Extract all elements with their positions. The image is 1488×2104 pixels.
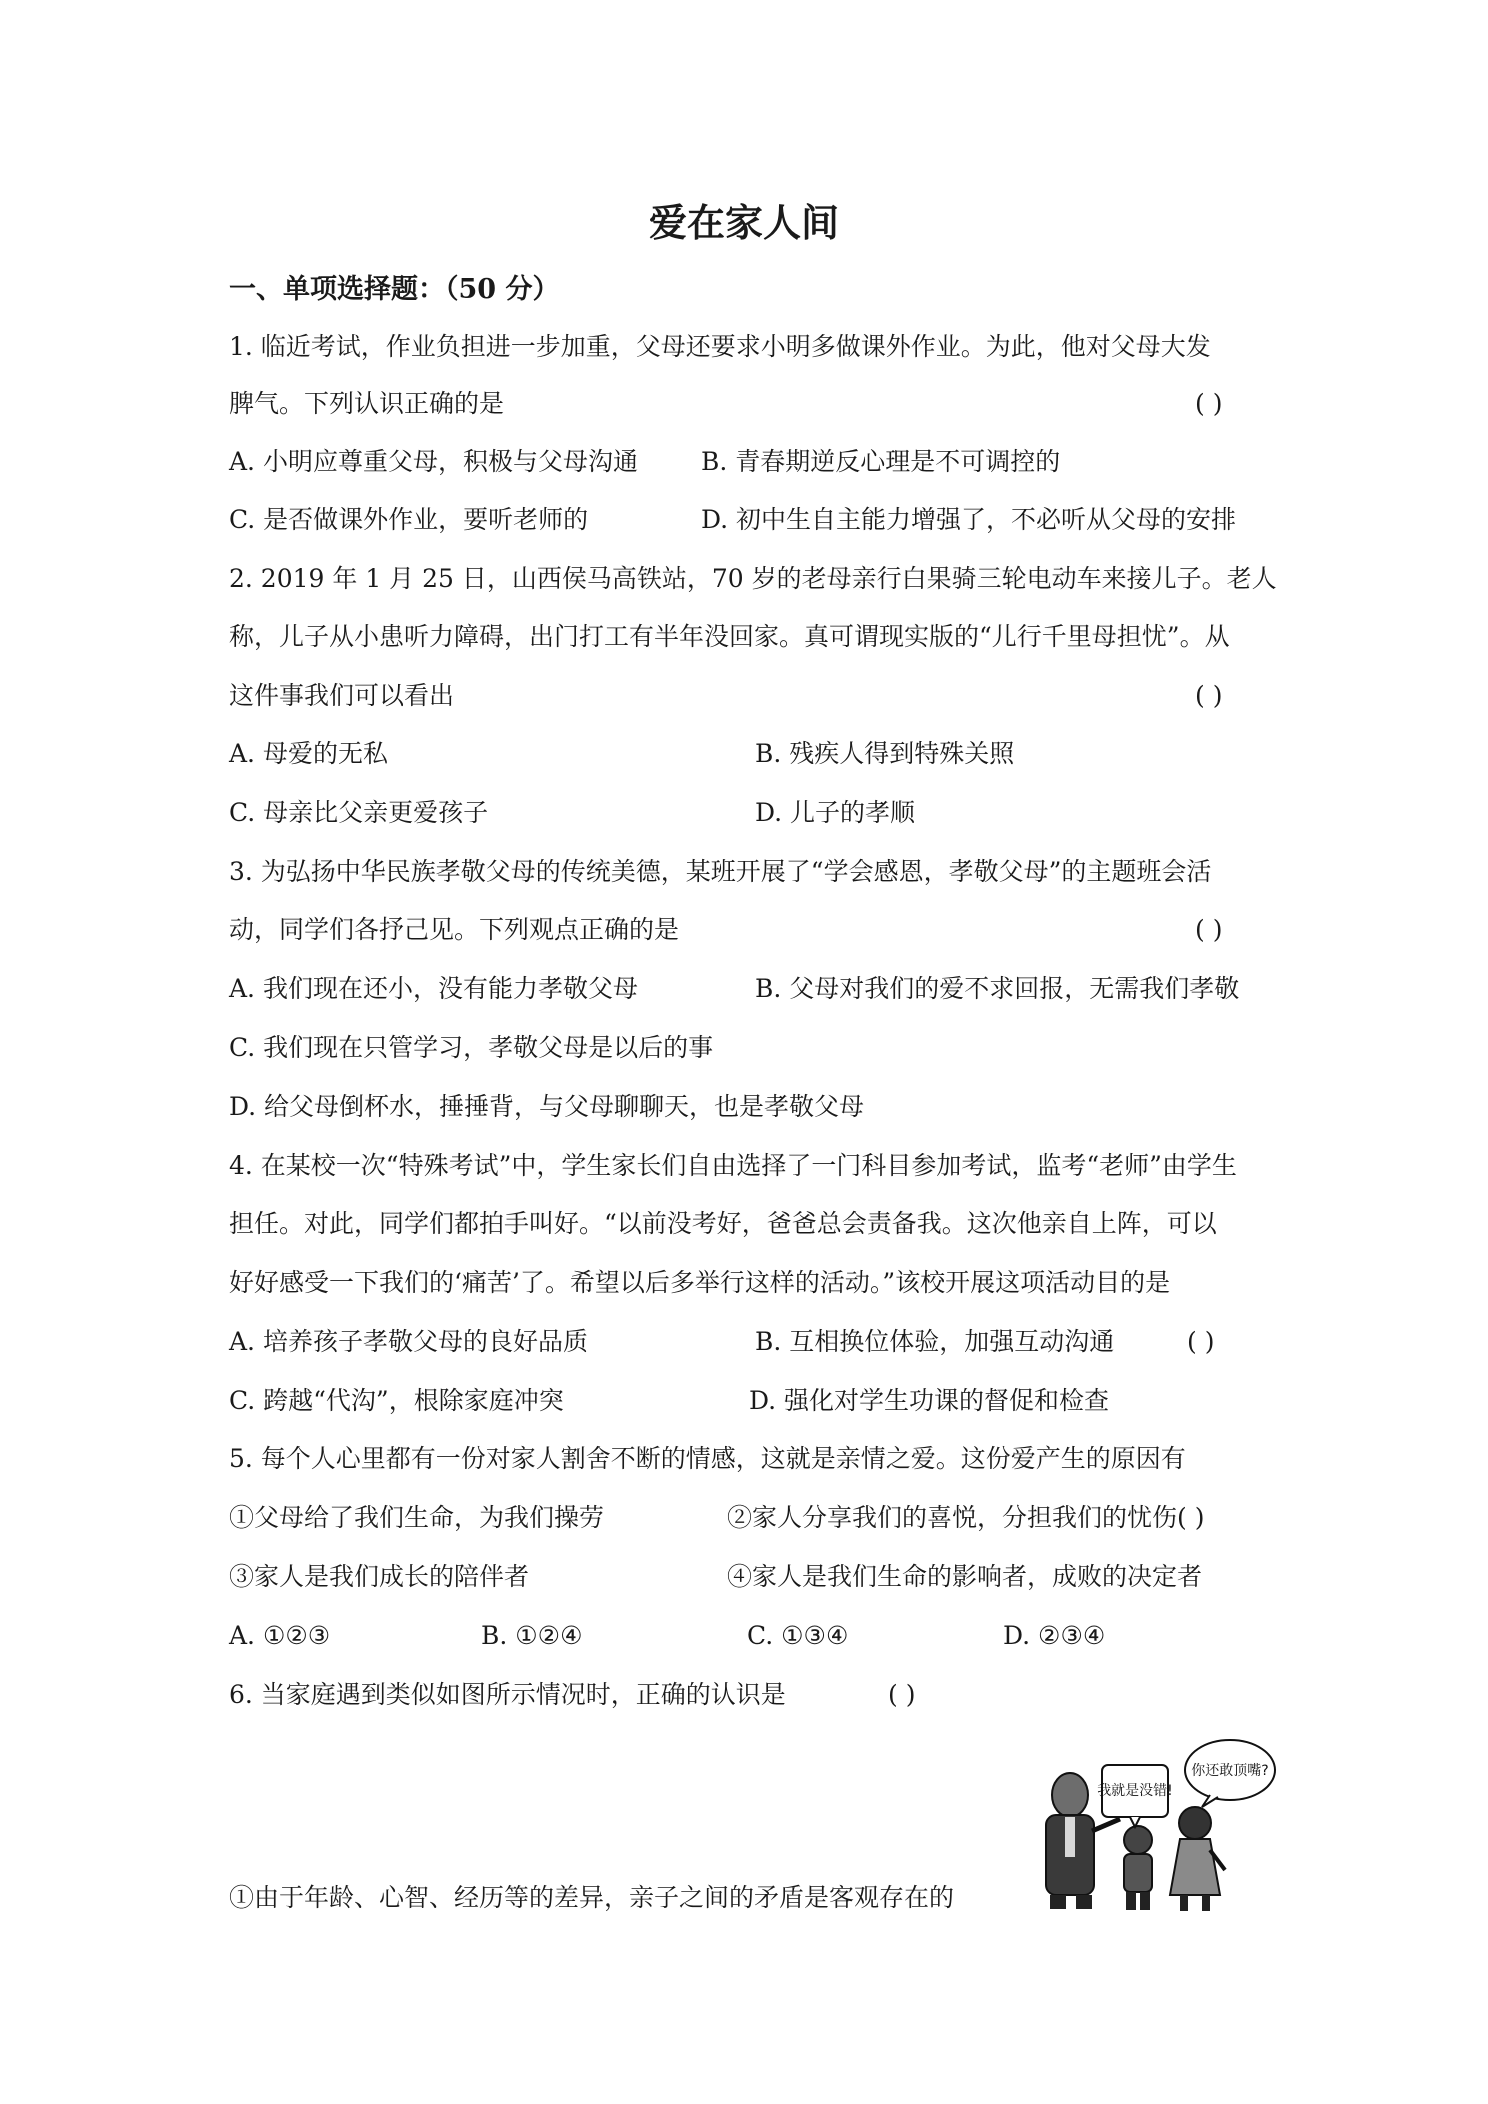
q1-option-c: C. 是否做课外作业，要听老师的	[229, 505, 589, 534]
q4-answer-bracket: ( )	[1187, 1327, 1215, 1356]
q4-stem-line3: 好好感受一下我们的‘痛苦’了。希望以后多举行这样的活动。”该校开展这项活动目的是	[229, 1268, 1171, 1297]
q3-option-b: B. 父母对我们的爱不求回报，无需我们孝敬	[755, 974, 1240, 1003]
q3-option-d: D. 给父母倒杯水，捶捶背，与父母聊聊天，也是孝敬父母	[229, 1092, 865, 1121]
q5-statement-4: ④家人是我们生命的影响者，成败的决定者	[727, 1562, 1203, 1591]
q4-option-d: D. 强化对学生功课的督促和检查	[749, 1386, 1110, 1415]
q4-option-b: B. 互相换位体验，加强互动沟通	[755, 1327, 1115, 1356]
q1-stem-line1: 1. 临近考试，作业负担进一步加重，父母还要求小明多做课外作业。为此，他对父母大发	[229, 332, 1211, 361]
q3-stem-line2: 动，同学们各抒己见。下列观点正确的是	[229, 915, 680, 944]
q6-stem-line1: 6. 当家庭遇到类似如图所示情况时，正确的认识是	[229, 1680, 786, 1709]
q3-answer-bracket: ( )	[1195, 915, 1223, 944]
child-speech-text: 我就是没错!	[1097, 1783, 1173, 1799]
page-title: 爱在家人间	[648, 200, 839, 245]
q2-stem-line3: 这件事我们可以看出	[229, 681, 455, 710]
q2-option-c: C. 母亲比父亲更爱孩子	[229, 798, 489, 827]
q3-option-a: A. 我们现在还小，没有能力孝敬父母	[229, 974, 638, 1003]
q1-option-b: B. 青春期逆反心理是不可调控的	[701, 447, 1061, 476]
q2-option-d: D. 儿子的孝顺	[755, 798, 916, 827]
q5-option-b: B. ①②④	[481, 1621, 583, 1650]
q4-option-a: A. 培养孩子孝敬父母的良好品质	[229, 1327, 588, 1356]
q1-option-d: D. 初中生自主能力增强了，不必听从父母的安排	[701, 505, 1237, 534]
family-argument-cartoon	[1020, 1735, 1280, 1915]
q2-stem-line2: 称，儿子从小患听力障碍，出门打工有半年没回家。真可谓现实版的“儿行千里母担忧”。从	[229, 622, 1230, 651]
q4-stem-line2: 担任。对此，同学们都拍手叫好。“以前没考好，爸爸总会责备我。这次他亲自上阵，可以	[229, 1209, 1217, 1238]
q2-option-a: A. 母爱的无私	[229, 739, 388, 768]
q1-stem-line2: 脾气。下列认识正确的是	[229, 389, 505, 418]
q1-option-a: A. 小明应尊重父母，积极与父母沟通	[229, 447, 638, 476]
q6-statement-1: ①由于年龄、心智、经历等的差异，亲子之间的矛盾是客观存在的	[229, 1883, 955, 1912]
q1-answer-bracket: ( )	[1195, 389, 1223, 418]
q4-stem-line1: 4. 在某校一次“特殊考试”中，学生家长们自由选择了一门科目参加考试，监考“老师”由学生	[229, 1151, 1237, 1180]
q5-option-c: C. ①③④	[747, 1621, 849, 1650]
q4-option-c: C. 跨越“代沟”，根除家庭冲突	[229, 1386, 564, 1415]
q5-statement-2: ②家人分享我们的喜悦，分担我们的忧伤( )	[727, 1503, 1205, 1532]
q5-option-d: D. ②③④	[1003, 1621, 1106, 1650]
q5-statement-3: ③家人是我们成长的陪伴者	[229, 1562, 530, 1591]
q2-option-b: B. 残疾人得到特殊关照	[755, 739, 1015, 768]
q3-option-c: C. 我们现在只管学习，孝敬父母是以后的事	[229, 1033, 714, 1062]
q2-stem-line1: 2. 2019 年 1 月 25 日，山西侯马高铁站，70 岁的老母亲行白果骑三轮电动车来接儿子。老人	[229, 564, 1277, 593]
q6-answer-bracket: ( )	[888, 1680, 916, 1709]
q2-answer-bracket: ( )	[1195, 681, 1223, 710]
q5-stem-line1: 5. 每个人心里都有一份对家人割舍不断的情感，这就是亲情之爱。这份爱产生的原因有	[229, 1444, 1186, 1473]
section-heading: 一、单项选择题：（50 分）	[229, 274, 560, 305]
q5-option-a: A. ①②③	[229, 1621, 331, 1650]
q5-statement-1: ①父母给了我们生命，为我们操劳	[229, 1503, 605, 1532]
q3-stem-line1: 3. 为弘扬中华民族孝敬父母的传统美德，某班开展了“学会感恩，孝敬父母”的主题班会活	[229, 857, 1212, 886]
mother-speech-text: 你还敢顶嘴?	[1191, 1763, 1269, 1779]
